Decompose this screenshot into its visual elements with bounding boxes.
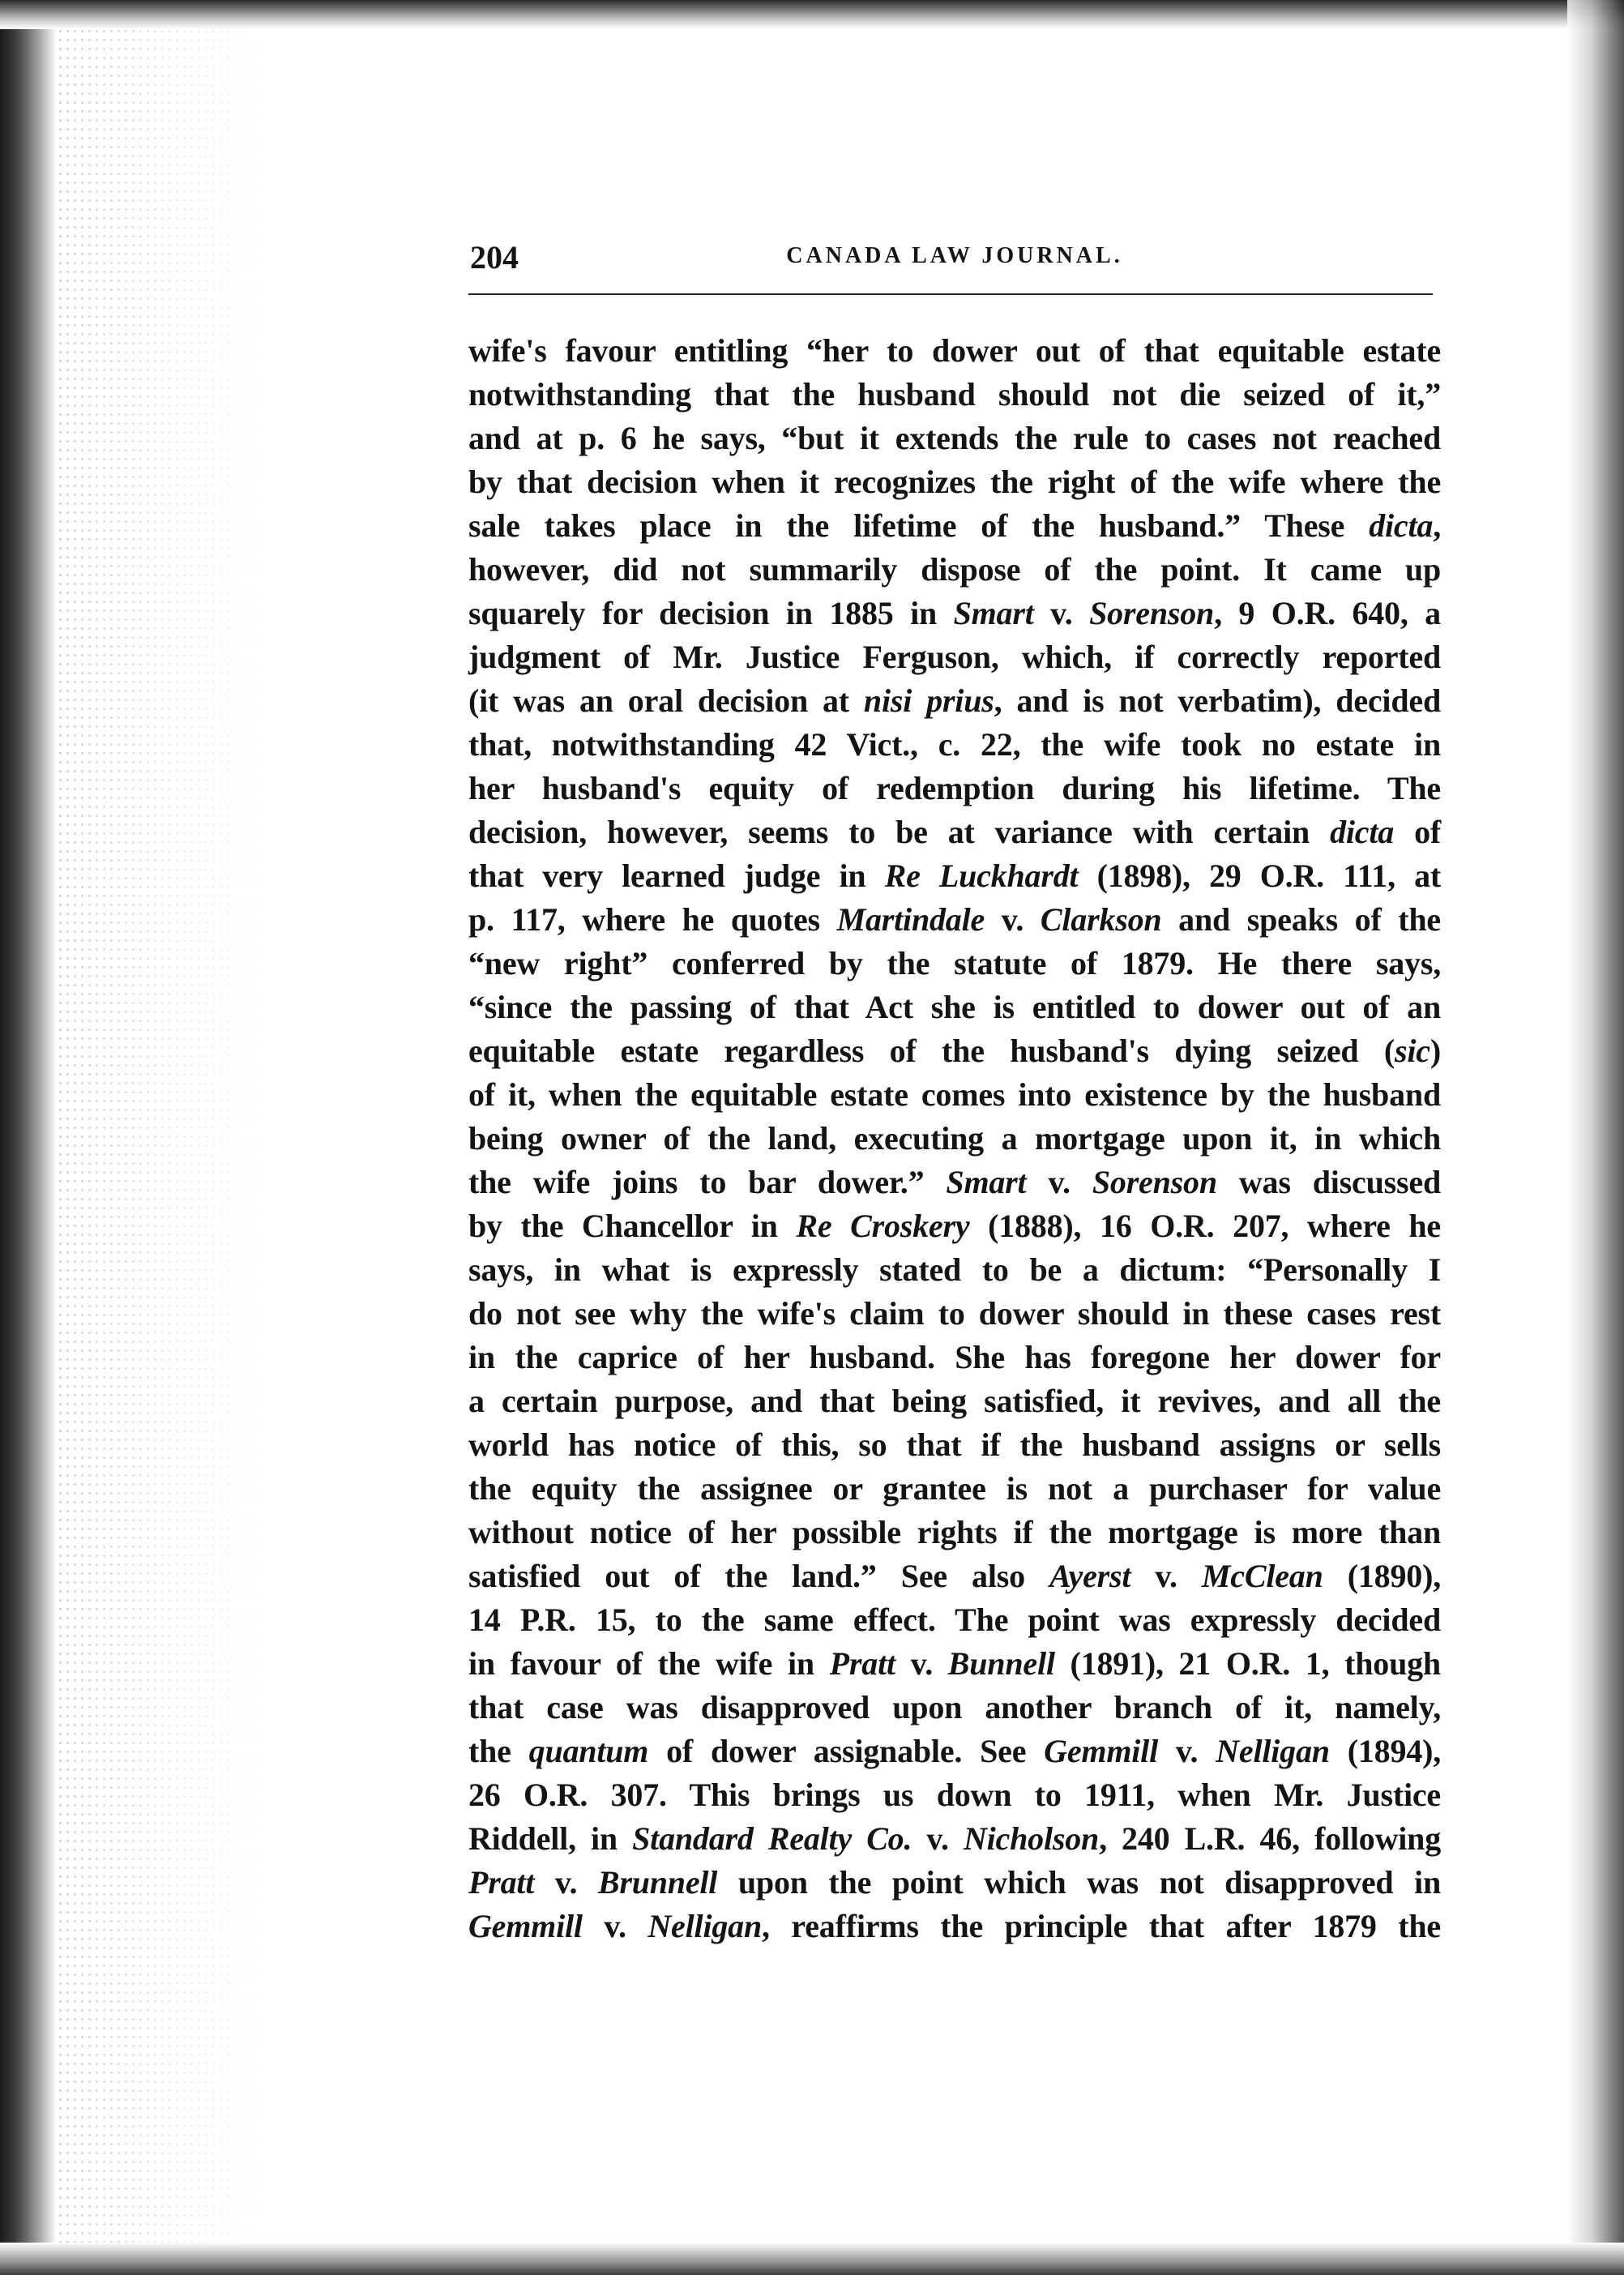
- text-run: (1888), 16 O.R. 207, where he: [969, 1208, 1441, 1244]
- italic-run: Nelligan: [647, 1908, 763, 1944]
- text-run: , reaffirms the principle that after 1879 the: [762, 1908, 1441, 1944]
- text-line: [468, 1336, 1441, 1379]
- text-run: and speaks of the: [1161, 901, 1441, 938]
- text-run: v.: [1157, 1733, 1216, 1769]
- page-number: 204: [470, 239, 519, 276]
- text-run: a certain purpose, and that being satisfied, it revives, and all the: [468, 1383, 1441, 1419]
- scan-shadow-top: [0, 0, 1624, 29]
- body-text: [468, 329, 1441, 1948]
- header-rule: [468, 293, 1433, 295]
- italic-run: Re Luckhardt: [884, 857, 1079, 894]
- text-run: the equity the assignee or grantee is not a purchaser for value: [468, 1470, 1441, 1507]
- text-run: ,: [1433, 507, 1441, 544]
- text-run: the wife joins to bar dower.”: [468, 1164, 947, 1200]
- text-line: [468, 1642, 1441, 1686]
- scan-shadow-left: [0, 0, 57, 2275]
- text-line: [468, 1905, 1441, 1948]
- journal-title: CANADA LAW JOURNAL.: [786, 243, 1123, 268]
- italic-run: Bunnell: [947, 1645, 1055, 1682]
- italic-run: Nicholson: [963, 1820, 1100, 1857]
- text-line: [468, 1773, 1441, 1817]
- text-run: v.: [1026, 1164, 1092, 1200]
- italic-run: Smart: [953, 595, 1034, 631]
- italic-run: Standard Realty Co.: [632, 1820, 912, 1857]
- italic-run: nisi prius: [863, 682, 994, 719]
- text-line: [468, 767, 1441, 810]
- text-run: do not see why the wife's claim to dower should in these cases rest: [468, 1295, 1441, 1332]
- text-run: world has notice of this, so that if the husband assigns or sells: [468, 1426, 1441, 1463]
- text-run: sale takes place in the lifetime of the husband.” These: [468, 507, 1370, 544]
- scan-shadow-right: [1567, 0, 1624, 2275]
- text-run: v.: [912, 1820, 964, 1857]
- text-line: [468, 723, 1441, 767]
- italic-run: Brunnell: [597, 1864, 718, 1901]
- italic-run: Sorenson: [1089, 595, 1215, 631]
- italic-run: dicta: [1330, 814, 1395, 850]
- text-run: , and is not verbatim), decided: [994, 682, 1441, 719]
- italic-run: Ayerst: [1049, 1558, 1131, 1594]
- italic-run: quantum: [528, 1733, 649, 1769]
- text-run: 14 P.R. 15, to the same effect. The point was expressly decided: [468, 1601, 1441, 1638]
- text-line: [468, 942, 1441, 986]
- text-run: v.: [985, 901, 1041, 938]
- text-run: her husband's equity of redemption during his lifetime. The: [468, 770, 1441, 806]
- text-line: [468, 898, 1441, 942]
- text-run: “since the passing of that Act she is entitled to dower out of an: [468, 989, 1441, 1025]
- text-run: Riddell, in: [468, 1820, 633, 1857]
- text-run: v.: [534, 1864, 598, 1901]
- text-line: [468, 1467, 1441, 1511]
- text-run: notwithstanding that the husband should not die seized of it,”: [468, 376, 1441, 413]
- text-line: [468, 810, 1441, 854]
- text-run: decision, however, seems to be at variance with certain: [468, 814, 1331, 850]
- text-run: of: [1394, 814, 1441, 850]
- text-run: equitable estate regardless of the husband's dying seized (: [468, 1033, 1395, 1069]
- text-run: ): [1430, 1033, 1441, 1069]
- text-run: (it was an oral decision at: [468, 682, 864, 719]
- text-run: of dower assignable. See: [648, 1733, 1045, 1769]
- text-line: [468, 1730, 1441, 1773]
- text-line: [468, 1511, 1441, 1554]
- text-run: by that decision when it recognizes the right of the wife where the: [468, 464, 1441, 500]
- text-line: [468, 1029, 1441, 1073]
- text-run: that case was disapproved upon another branch of it, namely,: [468, 1689, 1441, 1725]
- italic-run: Re Croskery: [796, 1208, 970, 1244]
- text-line: [468, 1292, 1441, 1336]
- text-line: [468, 373, 1441, 417]
- text-run: (1894),: [1329, 1733, 1441, 1769]
- text-line: [468, 1817, 1441, 1861]
- text-run: 26 O.R. 307. This brings us down to 1911, when Mr. Justice: [468, 1777, 1441, 1813]
- text-run: wife's favour entitling “her to dower out of that equitable estate: [468, 332, 1441, 369]
- text-run: p. 117, where he quotes: [468, 901, 837, 938]
- text-line: [468, 1423, 1441, 1467]
- italic-run: McClean: [1201, 1558, 1323, 1594]
- text-line: [468, 1073, 1441, 1117]
- text-line: [468, 635, 1441, 679]
- text-run: and at p. 6 he says, “but it extends the rule to cases not reached: [468, 420, 1441, 456]
- text-run: , 240 L.R. 46, following: [1099, 1820, 1442, 1857]
- text-line: [468, 592, 1441, 635]
- text-run: without notice of her possible rights if the mortgage is more than: [468, 1514, 1441, 1550]
- italic-run: Sorenson: [1092, 1164, 1217, 1200]
- text-line: [468, 1861, 1441, 1905]
- text-run: judgment of Mr. Justice Ferguson, which, if correctly reported: [468, 639, 1441, 675]
- text-run: upon the point which was not disapproved in: [717, 1864, 1441, 1901]
- text-run: by the Chancellor in: [468, 1208, 797, 1244]
- scan-shadow-bottom: [0, 2243, 1624, 2275]
- text-run: however, did not summarily dispose of the point. It came up: [468, 551, 1441, 588]
- text-run: says, in what is expressly stated to be a dictum: “Personally I: [468, 1251, 1441, 1288]
- italic-run: Pratt: [829, 1645, 895, 1682]
- text-line: [468, 1554, 1441, 1598]
- italic-run: Nelligan: [1216, 1733, 1330, 1769]
- text-run: v.: [1033, 595, 1090, 631]
- text-run: satisfied out of the land.” See also: [468, 1558, 1050, 1594]
- text-line: [468, 854, 1441, 898]
- text-run: in the caprice of her husband. She has foregone her dower for: [468, 1339, 1441, 1375]
- italic-run: dicta: [1369, 507, 1434, 544]
- text-line: [468, 986, 1441, 1029]
- text-run: that very learned judge in: [468, 857, 885, 894]
- text-line: [468, 1117, 1441, 1161]
- text-line: [468, 679, 1441, 723]
- text-run: , 9 O.R. 640, a: [1214, 595, 1441, 631]
- text-run: that, notwithstanding 42 Vict., c. 22, the wife took no estate in: [468, 726, 1441, 763]
- scan-speckle-left: [57, 0, 267, 2275]
- text-run: v.: [1130, 1558, 1202, 1594]
- text-run: (1890),: [1323, 1558, 1441, 1594]
- text-line: [468, 329, 1441, 373]
- text-run: (1898), 29 O.R. 111, at: [1078, 857, 1441, 894]
- italic-run: Smart: [946, 1164, 1027, 1200]
- text-run: v.: [582, 1908, 648, 1944]
- text-run: v.: [895, 1645, 948, 1682]
- text-line: [468, 1161, 1441, 1204]
- italic-run: Pratt: [468, 1864, 535, 1901]
- running-head: [468, 227, 1441, 276]
- italic-run: sic: [1395, 1033, 1430, 1069]
- text-run: squarely for decision in 1885 in: [468, 595, 954, 631]
- text-line: [468, 460, 1441, 504]
- text-run: (1891), 21 O.R. 1, though: [1054, 1645, 1441, 1682]
- text-line: [468, 1598, 1441, 1642]
- text-line: [468, 548, 1441, 592]
- text-line: [468, 1379, 1441, 1423]
- journal-page: [468, 227, 1441, 1948]
- text-run: was discussed: [1216, 1164, 1441, 1200]
- italic-run: Martindale: [836, 901, 985, 938]
- italic-run: Gemmill: [1044, 1733, 1158, 1769]
- italic-run: Clarkson: [1040, 901, 1162, 938]
- text-line: [468, 504, 1441, 548]
- text-line: [468, 1248, 1441, 1292]
- text-run: the: [468, 1733, 529, 1769]
- text-run: of it, when the equitable estate comes into existence by the husband: [468, 1076, 1441, 1113]
- text-run: in favour of the wife in: [468, 1645, 830, 1682]
- italic-run: Gemmill: [468, 1908, 583, 1944]
- text-line: [468, 417, 1441, 460]
- text-run: “new right” conferred by the statute of 1879. He there says,: [468, 945, 1441, 981]
- text-line: [468, 1686, 1441, 1730]
- text-run: being owner of the land, executing a mortgage upon it, in which: [468, 1120, 1441, 1157]
- text-line: [468, 1204, 1441, 1248]
